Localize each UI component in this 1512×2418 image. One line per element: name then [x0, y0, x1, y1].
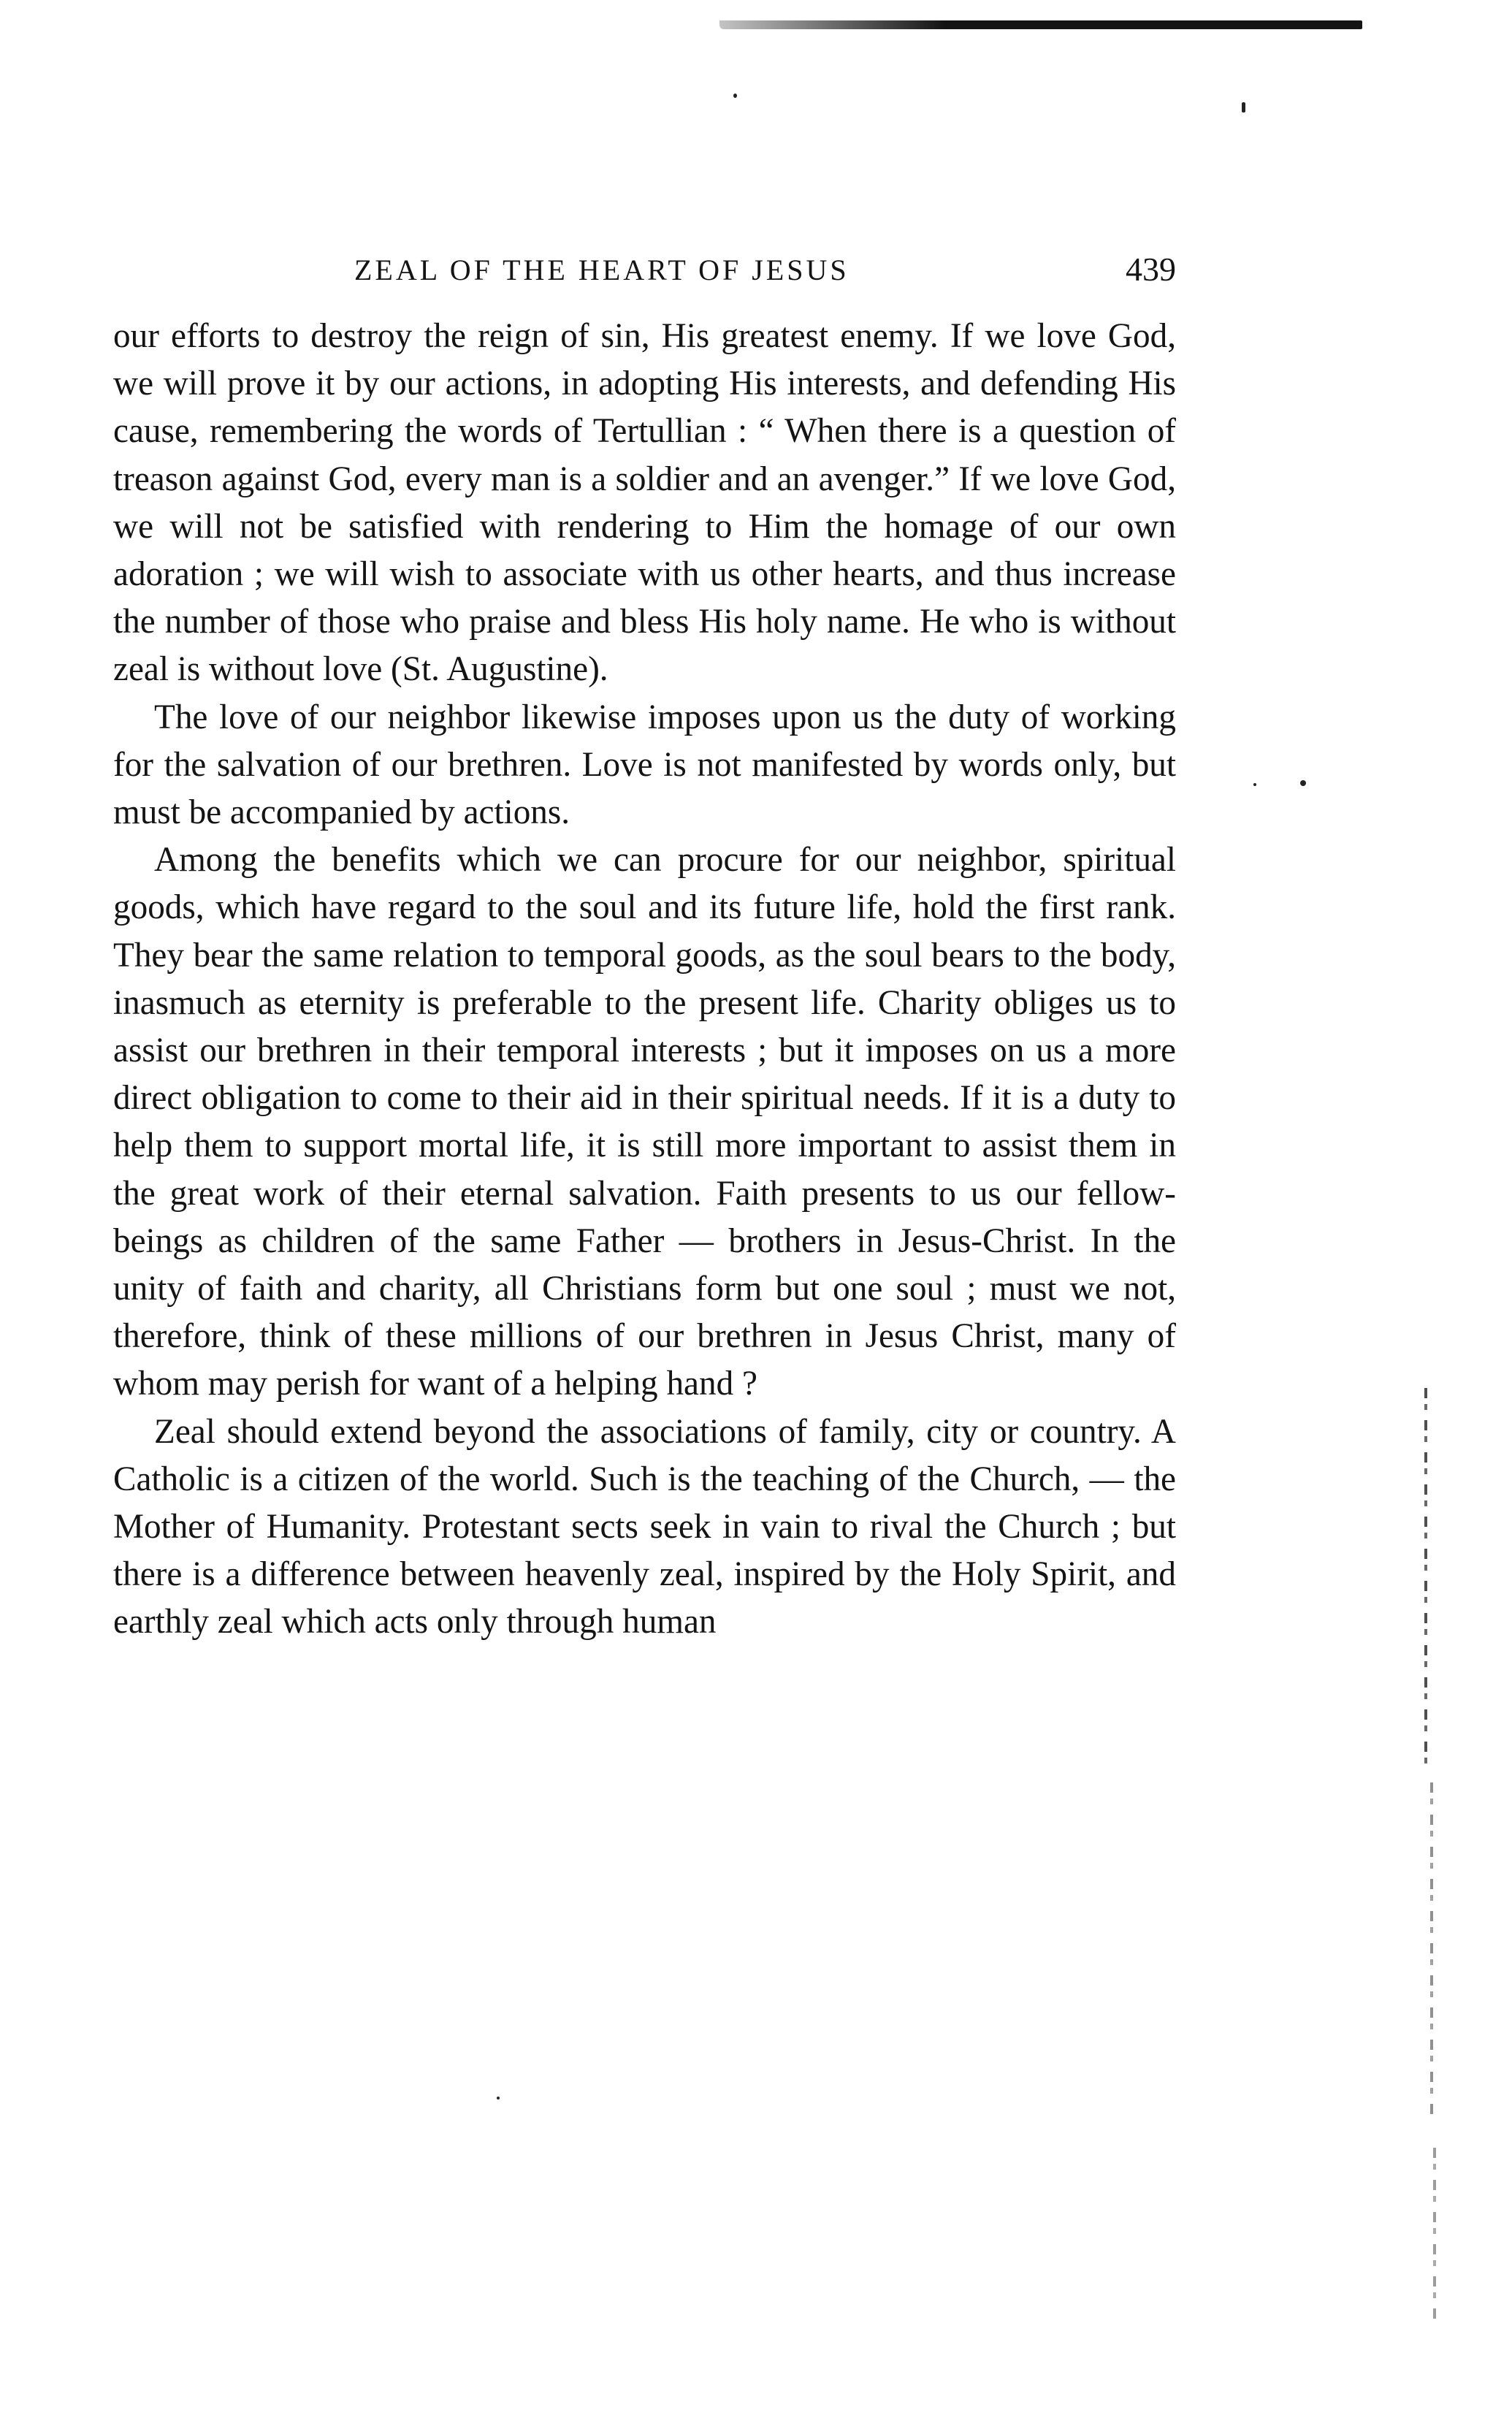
- paragraph: Zeal should extend beyond the associations of family, city or country. A Catholic is a citizen of the world. Such is the teaching of the Church, — the Mother of Humanity. Protestant sects seek in vain to rival the Church ; but there is a difference between heavenly zeal, inspired by the Holy Spirit, and earthly zeal which acts only through human: [113, 1412, 1176, 1641]
- page-header: [113, 248, 1176, 292]
- margin-scratch: [1430, 1782, 1433, 2118]
- margin-scratch: [1433, 2148, 1436, 2323]
- paragraph: our efforts to destroy the reign of sin, His greatest enemy. If we love God, we will prove it by our actions, in adopting His interests, and defending His cause, remembering the words of Tertullian : “ When there is a question of treason against God, every man is a soldier and an avenger.” If we love God, we will not be satisfied with rendering to Him the homage of our own adoration ; we will wish to associate with us other hearts, and thus increase the number of those who praise and bless His holy name. He who is without zeal is without love (St. Augustine).: [113, 317, 1176, 689]
- margin-scratch: [1424, 1388, 1427, 1768]
- scan-speck: [1253, 783, 1256, 786]
- scan-speck: [1300, 780, 1306, 786]
- scan-speck: [733, 94, 737, 98]
- paragraph: Among the benefits which we can procure for our neighbor, spiritual goods, which have regard to the soul and its future life, hold the first rank. They bear the same relation to temporal goods, as the soul bears to the body, inasmuch as eternity is preferable to the present life. Charity obliges us to assist our brethren in their temporal interests ; but it imposes on us a more direct obligation to come to their aid in their spiritual needs. If it is a duty to help them to support mortal life, it is still more important to assist them in the great work of their eternal salvation. Faith presents to us our fellow-beings as children of the same Father — brothers in Jesus-Christ. In the unity of faith and charity, all Christians form but one soul ; must we not, therefore, think of these millions of our brethren in Jesus Christ, many of whom may perish for want of a helping hand ?: [113, 841, 1176, 1403]
- paragraph: The love of our neighbor likewise imposes upon us the duty of working for the salvation of our brethren. Love is not manifested by words only, but must be accompanied by actions.: [113, 698, 1176, 832]
- page-number: 439: [1126, 251, 1176, 288]
- scan-speck: [497, 2097, 500, 2099]
- top-rule: [719, 20, 1362, 29]
- running-head: ZEAL OF THE HEART OF JESUS: [354, 253, 849, 286]
- scan-speck: [1242, 102, 1245, 112]
- body-text: [113, 313, 1176, 1647]
